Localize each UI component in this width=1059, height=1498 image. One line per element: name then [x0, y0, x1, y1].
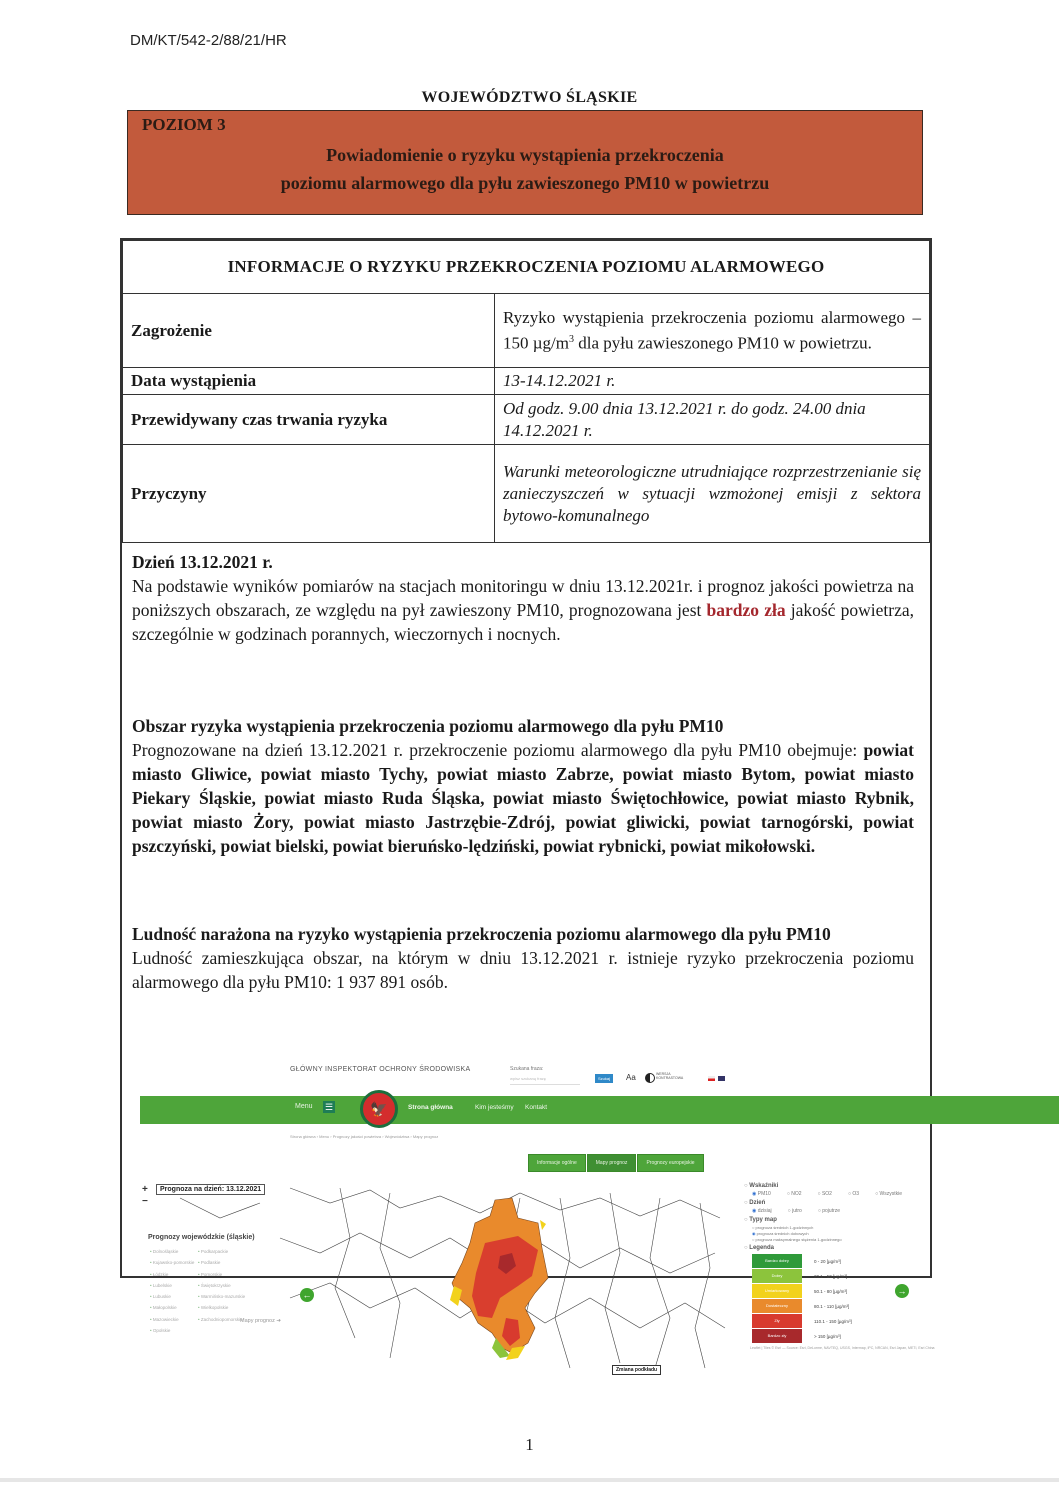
- tab-forecast-maps[interactable]: Mapy prognoz: [587, 1154, 637, 1172]
- legend: [744, 1254, 914, 1343]
- population-text: Ludność zamieszkująca obszar, na którym w dniu 13.12.2021 r. istnieje ryzyko przekroczenia poziomu alarmowego dla pyłu PM10: 1 937 891 osób.: [132, 948, 914, 992]
- nav-item-home[interactable]: Strona główna: [408, 1104, 453, 1111]
- flag-pl-icon[interactable]: [708, 1076, 715, 1081]
- change-basemap-button[interactable]: Zmiana podkładu: [612, 1365, 661, 1375]
- row-label: Data wystąpienia: [123, 368, 495, 395]
- row-value: Warunki meteorologiczne utrudniające rozprzestrzenianie się zanieczyszczeń w sytuacji wzmożonej emisji z sektora bytowo-komunalnego: [495, 445, 930, 543]
- radio-o3[interactable]: ○ O3: [848, 1191, 859, 1197]
- area-text: Prognozowane na dzień 13.12.2021 r. przekroczenie poziomu alarmowego dla pyłu PM10 obejmuje: powiat miasto Gliwice, powiat miasto Tychy, powiat miasto Zabrze, powiat miasto Bytom, powiat miasto Piekary Śląskie, powiat miasto Ruda Śląska, powiat miasto Świętochłowice, powiat miasto Rybnik, powiat miasto Żory, powiat miasto Jastrzębie-Zdrój, powiat gliwicki, powiat tarnogórski, powiat pszczyński, powiat bielski, powiat bieruńsko-lędziński, powiat rybnicki, powiat mikołowski.: [132, 740, 914, 856]
- forecast-map[interactable]: [140, 1178, 730, 1373]
- voivodeship-link[interactable]: • Lubelskie: [150, 1280, 194, 1291]
- voivodeship-link[interactable]: • Warmińsko-mazurskie: [198, 1291, 245, 1302]
- map-attribution: Leaflet | Tiles © Esri — Source: Esri, DeLorme, NAVTEQ, USGS, Intermap, iPC, NRCAN, Esri Japan, METI, Esri China: [750, 1346, 935, 1350]
- population-section: [132, 922, 914, 994]
- voivodeship-link[interactable]: • Łódzkie: [150, 1269, 194, 1280]
- radio-all[interactable]: ○ Wszystkie: [875, 1191, 902, 1197]
- table-row: [123, 368, 930, 395]
- zoom-in-button[interactable]: +: [142, 1184, 148, 1195]
- quality-highlight: bardzo zła: [706, 600, 786, 620]
- row-label: Zagrożenie: [123, 294, 495, 368]
- contrast-label[interactable]: WERSJA KONTRASTOWA: [656, 1072, 684, 1080]
- population-heading: Ludność narażona na ryzyko wystąpienia przekroczenia poziomu alarmowego dla pyłu PM10: [132, 924, 831, 944]
- zoom-out-button[interactable]: −: [142, 1196, 148, 1207]
- forecast-date: Prognoza na dzień: 13.12.2021: [156, 1184, 265, 1195]
- search-input[interactable]: wpisz szukaną frazę: [510, 1076, 580, 1085]
- tab-general-info[interactable]: Informacje ogólne: [528, 1154, 586, 1172]
- voivodeship-list-title: Prognozy wojewódzkie (śląskie): [148, 1234, 255, 1241]
- pollutant-options: [744, 1191, 914, 1197]
- info-frame: [120, 238, 935, 1373]
- alert-title-line1: Powiadomienie o ryzyku wystąpienia przekroczenia: [326, 145, 724, 165]
- radio-daily[interactable]: ◉ prognoza średnich dobowych: [752, 1231, 914, 1236]
- alert-title-line2: poziomu alarmowego dla pyłu zawieszonego PM10 w powietrzu: [280, 173, 770, 193]
- radio-tomorrow[interactable]: ○ jutro: [788, 1208, 802, 1214]
- alert-level: POZIOM 3: [142, 115, 226, 134]
- voivodeship-list-col2: [198, 1246, 245, 1325]
- legend-row: Bardzo dobry 0 - 20 [µg/m³]: [752, 1254, 914, 1268]
- row-label: Przewidywany czas trwania ryzyka: [123, 395, 495, 445]
- table-row: [123, 294, 930, 368]
- nav-item-about[interactable]: Kim jesteśmy: [475, 1104, 514, 1111]
- legend-row: Zły 110.1 - 150 [µg/m³]: [752, 1314, 914, 1328]
- document-reference: DM/KT/542-2/88/21/HR: [130, 32, 287, 49]
- region-title: WOJEWÓDZTWO ŚLĄSKIE: [421, 89, 638, 106]
- legend-row: Dostateczny 80.1 - 110 [µg/m³]: [752, 1299, 914, 1313]
- main-nav: [140, 1096, 1059, 1124]
- tabs: [528, 1154, 704, 1172]
- tab-european-forecasts[interactable]: Prognozy europejskie: [637, 1154, 703, 1172]
- day-title[interactable]: ○ Dzień: [744, 1200, 914, 1206]
- voivodeship-link[interactable]: • Mazowieckie: [150, 1314, 194, 1325]
- day-text: Na podstawie wyników pomiarów na stacjach monitoringu w dniu 13.12.2021r. i prognoz jakości powietrza na poniższych obszarach, ze względu na pył zawieszony PM10, prognozowana jest bardzo zła jakość powietrza, szczególnie w godzinach porannych, wieczornych i nocnych.: [132, 576, 914, 644]
- map-options-panel: [744, 1180, 914, 1344]
- voivodeship-link[interactable]: • Pomorskie: [198, 1269, 245, 1280]
- radio-no2[interactable]: ○ NO2: [787, 1191, 802, 1197]
- map-type-options: [744, 1225, 914, 1242]
- radio-today[interactable]: ◉ dzisiaj: [752, 1208, 772, 1214]
- voivodeship-link[interactable]: • Opolskie: [150, 1325, 194, 1336]
- table-row: [123, 395, 930, 445]
- pollutants-title[interactable]: ○ Wskaźniki: [744, 1183, 914, 1189]
- info-table-header: INFORMACJE O RYZYKU PRZEKROCZENIA POZIOMU ALARMOWEGO: [123, 241, 930, 294]
- legend-row: Dobry 20.1 - 50 [µg/m³]: [752, 1269, 914, 1283]
- info-table: [122, 240, 930, 543]
- legend-row: Umiarkowany 50.1 - 80 [µg/m³]: [752, 1284, 914, 1298]
- hamburger-icon[interactable]: ☰: [324, 1102, 334, 1112]
- row-value: Od godz. 9.00 dnia 13.12.2021 r. do godz. 24.00 dnia 14.12.2021 r.: [495, 395, 930, 445]
- alert-banner: [127, 110, 923, 215]
- row-value: Ryzyko wystąpienia przekroczenia poziomu alarmowego – 150 $\mu g/m^3$ dla pyłu zawieszonego PM10 w powietrzu.: [495, 294, 930, 368]
- legend-row: Bardzo zły > 150 [µg/m³]: [752, 1329, 914, 1343]
- area-heading: Obszar ryzyka wystąpienia przekroczenia poziomu alarmowego dla pyłu PM10: [132, 716, 724, 736]
- page-number: 1: [525, 1435, 534, 1454]
- radio-pm10[interactable]: ◉ PM10: [752, 1191, 771, 1197]
- row-value: 13-14.12.2021 r.: [495, 368, 930, 395]
- arrow-right-icon[interactable]: →: [895, 1284, 909, 1298]
- font-size-button[interactable]: Aa: [626, 1073, 636, 1082]
- voivodeship-list-col1: [150, 1246, 194, 1336]
- voivodeship-link[interactable]: • Podkarpackie: [198, 1246, 245, 1257]
- radio-hourly[interactable]: ○ prognoza średnich 1-godzinnych: [752, 1225, 914, 1230]
- radio-max-hourly[interactable]: ○ prognoza maksymalnego stężenia 1-godzinnego: [752, 1237, 914, 1242]
- flag-en-icon[interactable]: [718, 1076, 725, 1081]
- website-screenshot: [130, 1048, 935, 1373]
- voivodeship-link[interactable]: • Zachodniopomorskie: [198, 1314, 245, 1325]
- day-heading: Dzień 13.12.2021 r.: [132, 552, 273, 572]
- voivodeship-link[interactable]: • Kujawsko-pomorskie: [150, 1257, 194, 1268]
- menu-label[interactable]: Menu: [295, 1103, 313, 1110]
- voivodeship-link[interactable]: • Lubuskie: [150, 1291, 194, 1302]
- row-label: Przyczyny: [123, 445, 495, 543]
- voivodeship-link[interactable]: • Wielkopolskie: [198, 1302, 245, 1313]
- contrast-icon[interactable]: [645, 1073, 655, 1083]
- forecast-maps-link[interactable]: Mapy prognoz ➔: [240, 1318, 281, 1324]
- breadcrumb: Strona główna › Menu › Prognozy jakości powietrza › Województwa › Mapy prognoz: [290, 1134, 439, 1139]
- map-types-title[interactable]: ○ Typy map: [744, 1217, 914, 1223]
- emblem-logo[interactable]: 🦅: [360, 1090, 398, 1128]
- voivodeship-link[interactable]: • Podlaskie: [198, 1257, 245, 1268]
- voivodeship-link[interactable]: • Świętokrzyskie: [198, 1280, 245, 1291]
- area-list: powiat miasto Gliwice, powiat miasto Tychy, powiat miasto Zabrze, powiat miasto Bytom, powiat miasto Piekary Śląskie, powiat miasto Ruda Śląska, powiat miasto Świętochłowice, powiat miasto Rybnik, powiat miasto Żory, powiat miasto Jastrzębie-Zdrój, powiat gliwicki, powiat tarnogórski, powiat pszczyński, powiat bielski, powiat bieruńsko-lędziński, powiat rybnicki, powiat mikołowski.: [132, 740, 914, 856]
- search-label: Szukana fraza:: [510, 1066, 544, 1072]
- voivodeship-link[interactable]: • Dolnośląskie: [150, 1246, 194, 1257]
- voivodeship-link[interactable]: • Małopolskie: [150, 1302, 194, 1313]
- site-title: GŁÓWNY INSPEKTORAT OCHRONY ŚRODOWISKA: [290, 1066, 471, 1073]
- day-options: [744, 1208, 914, 1214]
- nav-item-contact[interactable]: Kontakt: [525, 1104, 548, 1111]
- radio-day-after[interactable]: ○ pojutrze: [818, 1208, 840, 1214]
- area-section: [132, 714, 914, 858]
- arrow-left-icon[interactable]: ←: [300, 1288, 314, 1302]
- page-bottom-edge: [0, 1478, 1059, 1482]
- search-button[interactable]: Szukaj: [595, 1074, 613, 1083]
- table-row: [123, 445, 930, 543]
- day-section: [132, 550, 914, 646]
- legend-title[interactable]: ○ Legenda: [744, 1245, 914, 1251]
- radio-so2[interactable]: ○ SO2: [818, 1191, 832, 1197]
